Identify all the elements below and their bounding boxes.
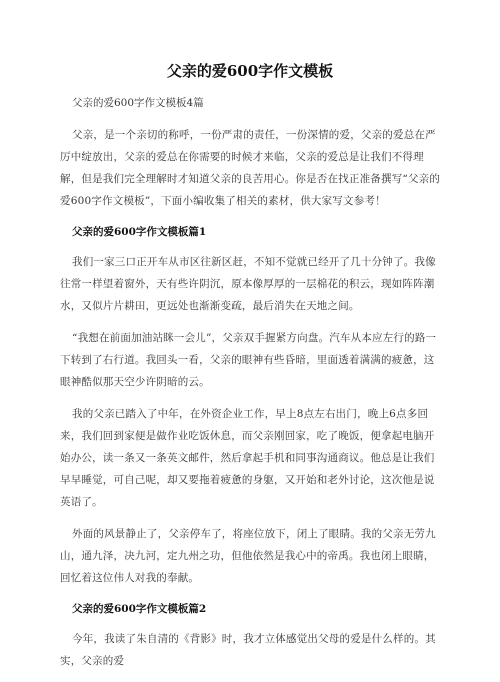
section-2 (60, 599, 442, 672)
page-title: 父亲的爱600字作文模板 (166, 62, 334, 80)
section-paragraph: 我的父亲已踏入了中年，在外资企业工作，早上8点左右出门，晚上6点多回来，我们回到家便是做作业吃饭休息，而父亲刚回家，吃了晚饭，便拿起电脑开始办公，读一条又一条英文邮件，然后拿起手机和同事沟通商议。他总是让我们早早睡觉，可自己呢，却又要拖着疲惫的身躯，又开始和老外讨论，这次他是说英语了。 (60, 408, 435, 508)
document-body (60, 94, 442, 682)
document-subtitle: 父亲的爱600字作文模板4篇 (72, 97, 204, 109)
section-heading: 父亲的爱600字作文模板篇2 (72, 603, 207, 615)
section-paragraph: 我们一家三口正开车从市区往新区赶，不知不觉就已经开了几十分钟了。我像往常一样望着窗外，天有些许阴沉，原本像厚厚的一层棉花的积云，现如阵阵潮水，又似片片耕田，更远处也渐渐变疏，最后消失在天地之间。 (60, 256, 436, 312)
section-paragraph: 今年，我读了朱自清的《背影》时，我才立体感觉出父母的爱是什么样的。其实，父亲的爱 (60, 633, 436, 667)
section-paragraph: 外面的风景静止了，父亲停车了，将座位放下，闭上了眼睛。我的父亲无劳九山，通九泽，决九河，定九州之功，但他依然是我心中的帝禹。我也闭上眼睛，回忆着这位伟人对我的奉献。 (60, 528, 436, 584)
section-heading: 父亲的爱600字作文模板篇1 (72, 226, 207, 238)
section-1 (60, 222, 442, 589)
section-paragraph: “我想在前面加油站眯一会儿”，父亲双手握紧方向盘。汽车从本应左行的路一下转到了右行道。我回头一看，父亲的眼神有些昏暗，里面透着满满的疲惫，这眼神酷似那天空少许阴暗的云。 (60, 332, 437, 388)
intro-paragraph: 父亲，是一个亲切的称呼，一份严肃的责任，一份深情的爱，父亲的爱总在严厉中绽放出，父亲的爱总在你需要的时候才来临，父亲的爱总是让我们不得理解，但是我们完全理解时才知道父亲的良苦用心。你是否在找正准备撰写“父亲的爱600字作文模板”，下面小编收集了相关的素材，供大家写文参考！ (60, 129, 441, 207)
